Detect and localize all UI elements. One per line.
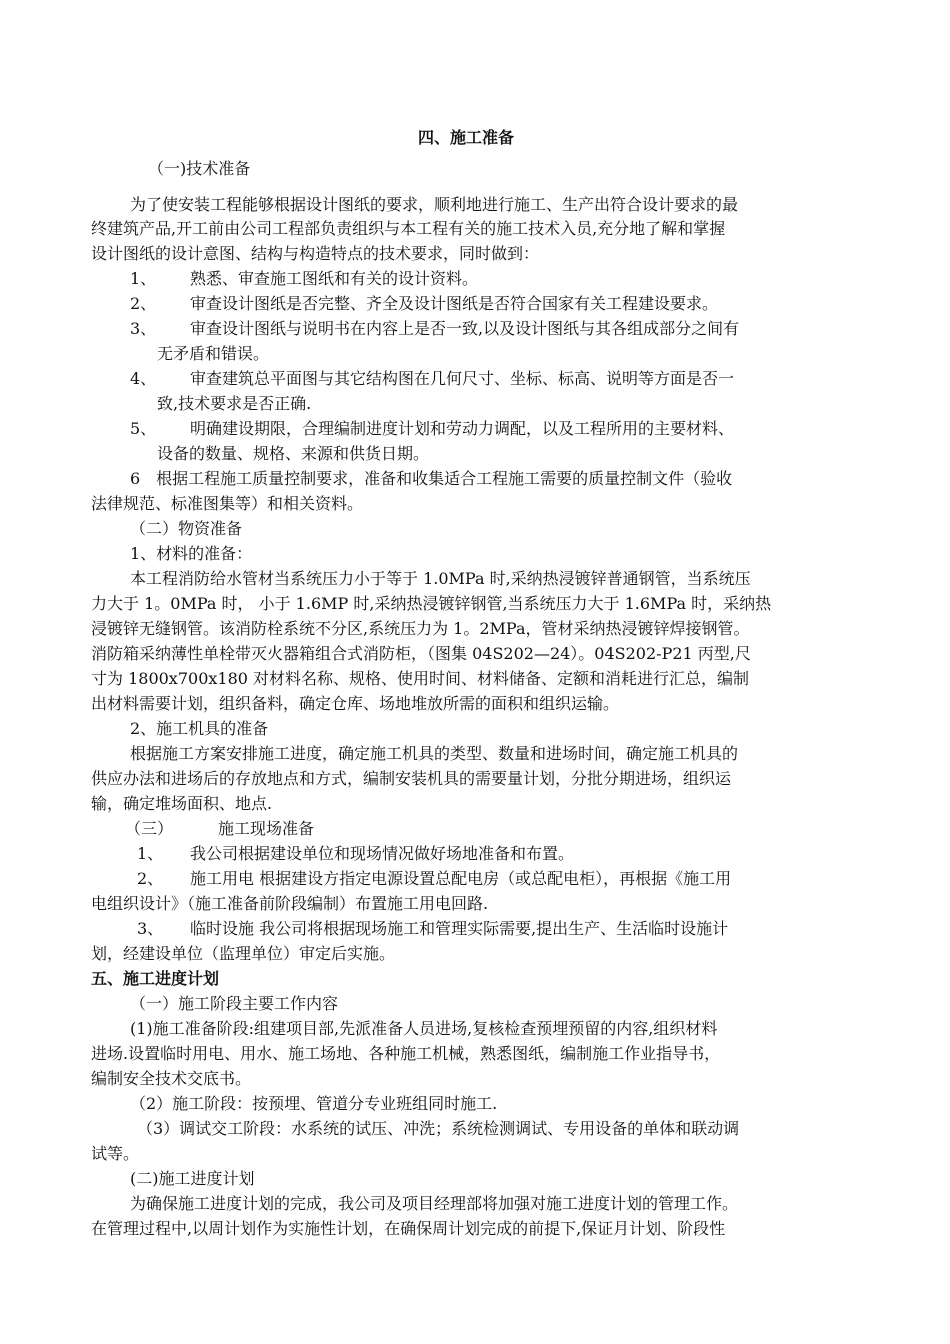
site-item-1-text: 我公司根据建设单位和现场情况做好场地准备和布置。 (190, 844, 575, 863)
site-item-3-num: 3、 (137, 919, 164, 938)
tech-intro-line: 终建筑产品,开工前由公司工程部负责组织与本工程有关的施工技术入员,充分地了解和掌握 (91, 219, 726, 238)
tech-item-3-text: 审查设计图纸与说明书在内容上是否一致,以及设计图纸与其各组成部分之间有 (190, 319, 740, 338)
tech-item-4-text: 审查建筑总平面图与其它结构图在几何尺寸、坐标、标高、说明等方面是否一 (190, 369, 735, 388)
stage-p3-line: 试等。 (91, 1144, 140, 1163)
material-para-line: 出材料需要计划，组织备料，确定仓库、场地堆放所需的面积和组织运输。 (91, 694, 620, 713)
tech-item-5-cont: 设备的数量、规格、来源和供货日期。 (157, 444, 430, 463)
plan-heading: (二)施工进度计划 (130, 1169, 255, 1188)
machine-para-line: 供应办法和进场后的存放地点和方式，编制安装机具的需要量计划，分批分期进场，组织运 (91, 769, 732, 788)
stage-p3-line: （3）调试交工阶段：水系统的试压、冲洗；系统检测调试、专用设备的单体和联动调 (137, 1119, 740, 1138)
tech-item-5-text: 明确建设期限，合理编制进度计划和劳动力调配，以及工程所用的主要材料、 (190, 419, 735, 438)
site-item-2-num: 2、 (137, 869, 164, 888)
stage-p1-line: 编制安全技术交底书。 (91, 1069, 252, 1088)
tech-item-6-line: 6 根据工程施工质量控制要求，准备和收集适合工程施工需要的质量控制文件（验收 (130, 469, 733, 488)
machine-para-line: 输，确定堆场面积、地点. (91, 794, 273, 813)
tech-item-1-num: 1、 (130, 269, 157, 288)
material-sub-1: 1、材料的准备： (130, 544, 253, 563)
tech-item-4-num: 4、 (130, 369, 157, 388)
site-item-2-text: 施工用电 根据建设方指定电源设置总配电房（或总配电柜），再根据《施工用 (190, 869, 732, 888)
material-para-line: 寸为 1800x700x180 对材料名称、规格、使用时间、材料储备、定额和消耗进行汇总，编制 (91, 669, 750, 688)
site-item-1-num: 1、 (137, 844, 164, 863)
site-prep-heading-num: （三） (125, 819, 174, 838)
material-prep-heading: （二）物资准备 (130, 519, 243, 538)
tech-intro-line: 设计图纸的设计意图、结构与构造特点的技术要求，同时做到： (91, 244, 540, 263)
site-item-3-cont: 划，经建设单位（监理单位）审定后实施。 (91, 944, 396, 963)
material-sub-2: 2、施工机具的准备 (130, 719, 269, 738)
site-item-2-cont: 电组织设计》（施工准备前阶段编制）布置施工用电回路. (91, 894, 489, 913)
tech-prep-heading: （一)技术准备 (148, 159, 251, 178)
stage-p1-line: 进场.设置临时用电、用水、施工场地、各种施工机械，熟悉图纸，编制施工作业指导书， (91, 1044, 721, 1063)
site-item-3-text: 临时设施 我公司将根据现场施工和管理实际需要,提出生产、生活临时设施计 (190, 919, 729, 938)
stage-p2: （2）施工阶段：按预埋、管道分专业班组同时施工. (130, 1094, 498, 1113)
plan-para-line: 为确保施工进度计划的完成，我公司及项目经理部将加强对施工进度计划的管理工作。 (130, 1194, 739, 1213)
tech-item-5-num: 5、 (130, 419, 157, 438)
tech-item-4-cont: 致,技术要求是否正确. (157, 394, 312, 413)
tech-item-2-num: 2、 (130, 294, 157, 313)
material-para-line: 消防箱采纳薄性单栓带灭火器箱组合式消防柜，（图集 04S202—24）。04S202-P21 丙型,尺 (91, 644, 751, 663)
tech-item-2-text: 审查设计图纸是否完整、齐全及设计图纸是否符合国家有关工程建设要求。 (190, 294, 719, 313)
section4-title: 四、施工准备 (418, 128, 515, 147)
stage-heading: （一）施工阶段主要工作内容 (130, 994, 339, 1013)
material-para-line: 本工程消防给水管材当系统压力小于等于 1.0MPa 时,采纳热浸镀锌普通钢管，当系统压 (130, 569, 751, 588)
stage-p1-line: (1)施工准备阶段:组建项目部,先派准备人员进场,复核检查预埋预留的内容,组织材料 (130, 1019, 718, 1038)
material-para-line: 浸镀锌无缝钢管。该消防栓系统不分区,系统压力为 1。2MPa，管材采纳热浸镀锌焊接钢管。 (91, 619, 750, 638)
tech-item-3-cont: 无矛盾和错误。 (157, 344, 270, 363)
tech-item-6-line: 法律规范、标准图集等）和相关资料。 (91, 494, 364, 513)
section5-title: 五、施工进度计划 (91, 969, 220, 988)
material-para-line: 力大于 1。0MPa 时， 小于 1.6MP 时,采纳热浸镀锌钢管,当系统压力大于 1.6MPa 时，采纳热 (91, 594, 772, 613)
plan-para-line: 在管理过程中,以周计划作为实施性计划，在确保周计划完成的前提下,保证月计划、阶段性 (91, 1219, 726, 1238)
tech-item-1-text: 熟悉、审查施工图纸和有关的设计资料。 (190, 269, 479, 288)
machine-para-line: 根据施工方案安排施工进度，确定施工机具的类型、数量和进场时间，确定施工机具的 (130, 744, 739, 763)
tech-intro-line: 为了使安装工程能够根据设计图纸的要求，顺利地进行施工、生产出符合设计要求的最 (130, 195, 739, 214)
tech-item-3-num: 3、 (130, 319, 157, 338)
site-prep-heading-text: 施工现场准备 (218, 819, 315, 838)
